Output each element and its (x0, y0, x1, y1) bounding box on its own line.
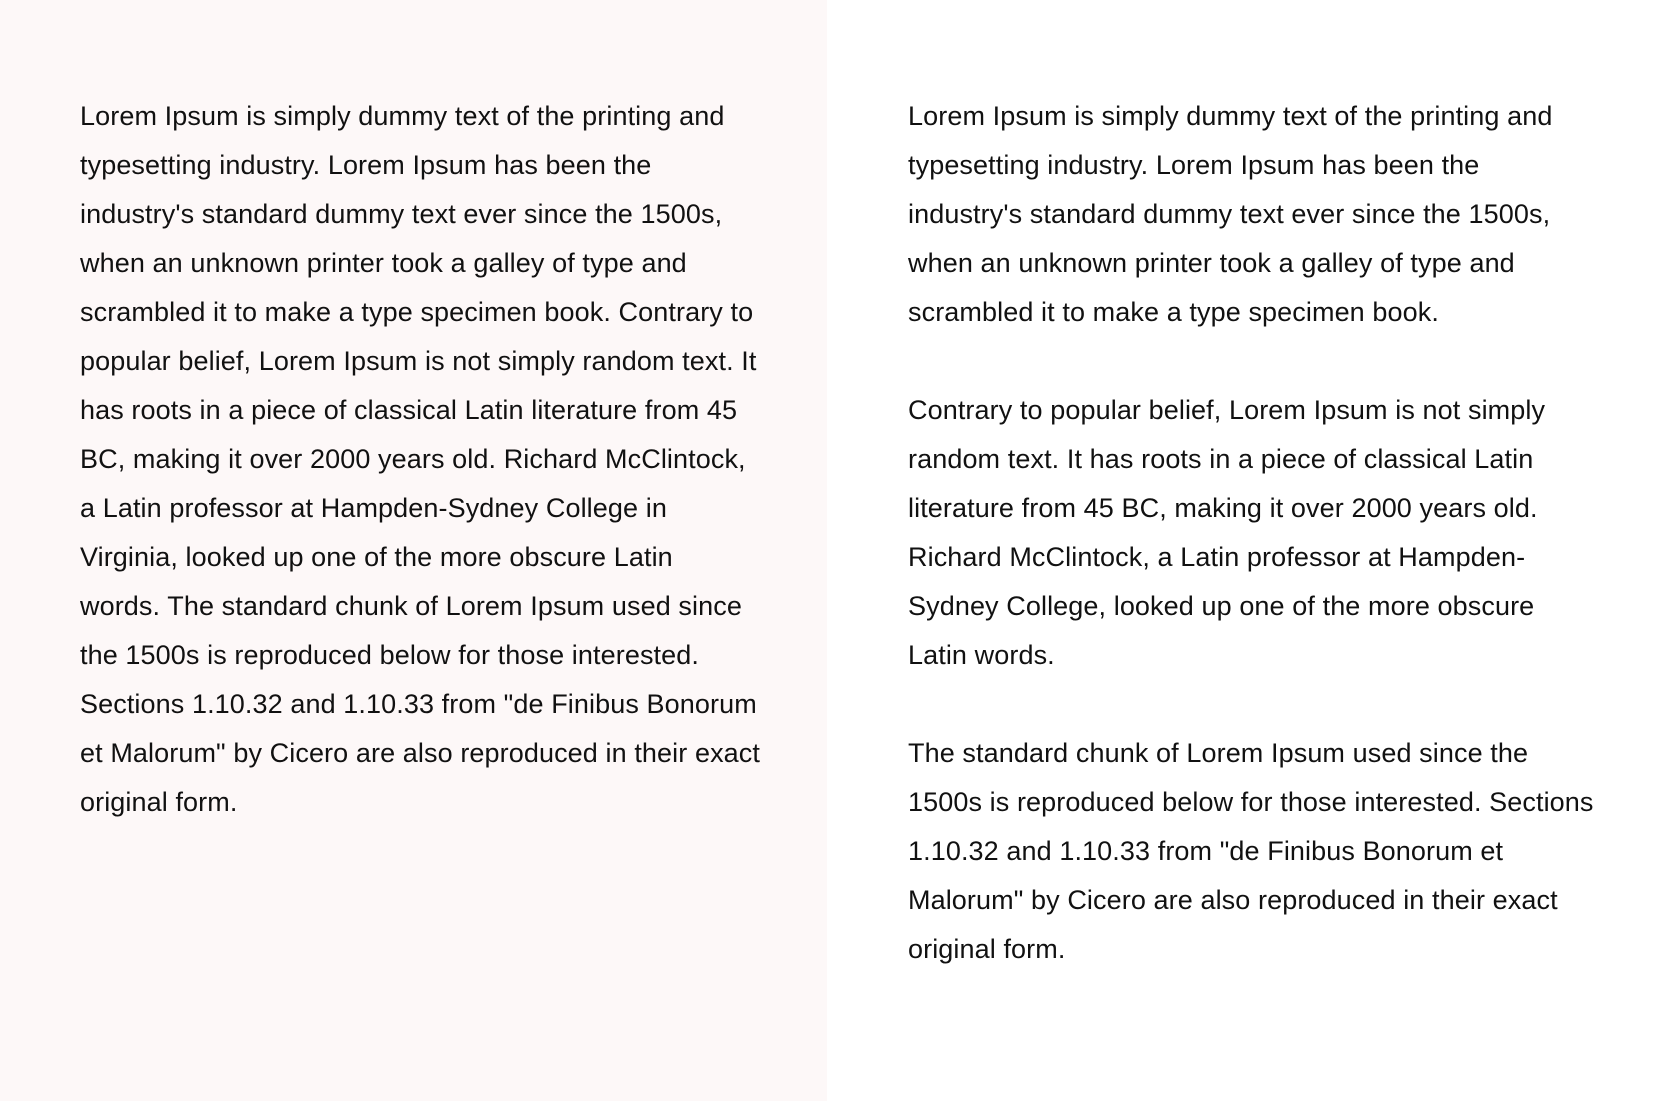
right-column (827, 0, 1653, 1101)
paragraph-three-text: The standard chunk of Lorem Ipsum used since the 1500s is reproduced below for those interested. Sections 1.10.32 and 1.10.33 from "de Finibus Bonorum et Malorum" by Cicero are also reproduced in their exact original form. (908, 738, 1594, 964)
paragraph-one-text: Lorem Ipsum is simply dummy text of the printing and typesetting industry. Lorem Ipsum has been the industry's standard dummy text ever since the 1500s, when an unknown printer took a galley of type and scrambled it to make a type specimen book. (908, 101, 1553, 327)
paragraph-two-text: Contrary to popular belief, Lorem Ipsum is not simply random text. It has roots in a piece of classical Latin literature from 45 BC, making it over 2000 years old. Richard McClintock, a Latin professor at Hampden-Sydney College, looked up one of the more obscure Latin words. (908, 395, 1546, 670)
single-paragraph-text: Lorem Ipsum is simply dummy text of the printing and typesetting industry. Lorem Ipsum has been the industry's standard dummy text ever since the 1500s, when an unknown printer took a galley of type and scrambled it to make a type specimen book. Contrary to popular belief, Lorem Ipsum is not simply random text. It has roots in a piece of classical Latin literature from 45 BC, making it over 2000 years old. Richard McClintock, a Latin professor at Hampden-Sydney College in Virginia, looked up one of the more obscure Latin words. The standard chunk of Lorem Ipsum used since the 1500s is reproduced below for those interested. Sections 1.10.32 and 1.10.33 from "de Finibus Bonorum et Malorum" by Cicero are also reproduced in their exact original form. (80, 101, 760, 817)
